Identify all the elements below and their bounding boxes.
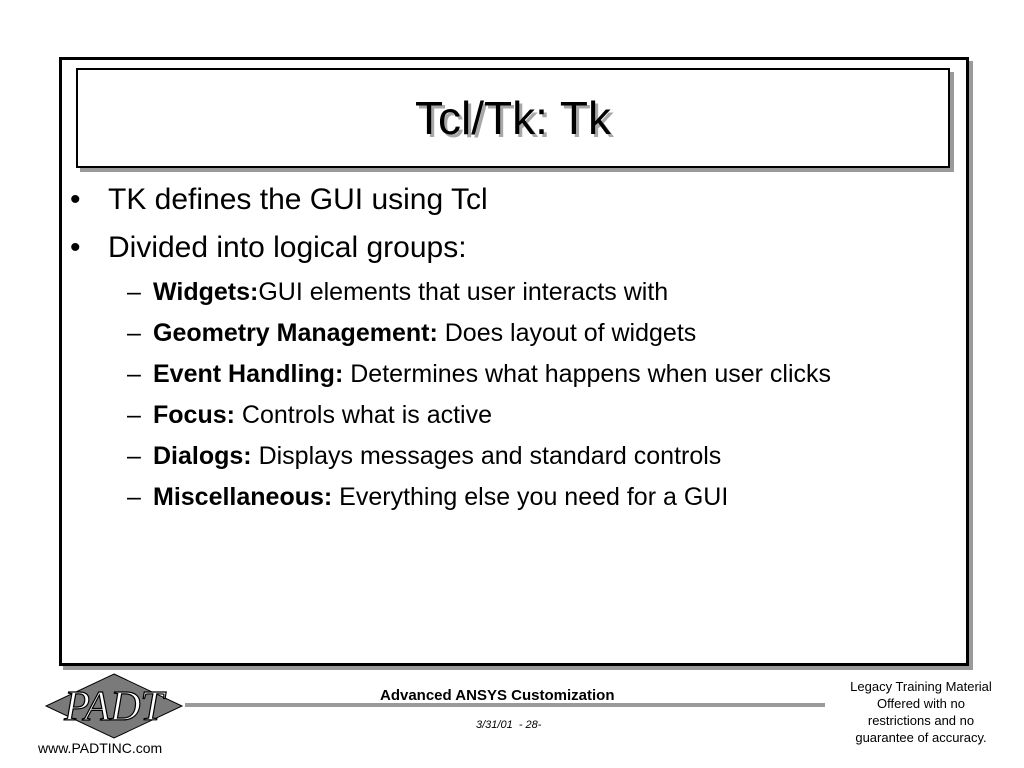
legacy-note-line: Offered with no: [877, 696, 965, 711]
sub-bullet-description: Displays messages and standard controls: [251, 442, 722, 470]
legacy-note-line: Legacy Training Material: [850, 679, 992, 694]
slide-title-box: [76, 68, 950, 168]
sub-bullet-item: [70, 395, 950, 436]
sub-bullet-description: GUI elements that user interacts with: [258, 278, 669, 306]
sub-bullet-term: Widgets:: [153, 278, 259, 306]
padt-logo-text: PADT: [64, 684, 164, 730]
legacy-note-line: guarantee of accuracy.: [855, 730, 987, 745]
sub-bullet-dash: –: [127, 278, 141, 306]
sub-bullet-term: Geometry Management:: [153, 319, 438, 347]
footer-url: www.PADTINC.com: [38, 740, 163, 756]
footer-course-title: Advanced ANSYS Customization: [380, 687, 615, 704]
sub-bullet-item: [70, 477, 950, 518]
sub-bullet-term: Miscellaneous:: [153, 483, 333, 511]
sub-bullet-description: Does layout of widgets: [437, 319, 697, 347]
sub-bullet-dash: –: [127, 442, 141, 470]
sub-bullet-item: [70, 436, 950, 477]
sub-bullet-item: [70, 354, 950, 395]
sub-bullet-dash: –: [127, 360, 141, 388]
footer-date-page: 3/31/01 - 28-: [476, 719, 542, 731]
sub-bullet-dash: –: [127, 319, 141, 347]
sub-bullet-item: [70, 272, 950, 313]
padt-logo: [44, 672, 184, 740]
sub-bullet-term: Event Handling:: [153, 360, 344, 388]
sub-bullet-term: Dialogs:: [153, 442, 252, 470]
sub-bullet-term: Focus:: [153, 401, 235, 429]
sub-bullet-description: Controls what is active: [234, 401, 492, 429]
bullet-dot: •: [70, 231, 81, 264]
bullet-text: Divided into logical groups:: [108, 231, 467, 264]
sub-bullet-description: Everything else you need for a GUI: [332, 483, 729, 511]
sub-bullet-item: [70, 313, 950, 354]
bullet-item: [70, 224, 950, 272]
bullet-text: TK defines the GUI using Tcl: [108, 183, 488, 216]
bullet-item: [70, 176, 950, 224]
legacy-note-line: restrictions and no: [867, 713, 975, 728]
legacy-note: [836, 678, 1006, 746]
bullet-dot: •: [70, 183, 81, 216]
sub-bullet-dash: –: [127, 483, 141, 511]
slide-title: Tcl/Tk: Tk: [415, 92, 611, 144]
sub-bullet-dash: –: [127, 401, 141, 429]
bullet-list: [70, 176, 950, 518]
sub-bullet-description: Determines what happens when user clicks: [343, 360, 832, 388]
